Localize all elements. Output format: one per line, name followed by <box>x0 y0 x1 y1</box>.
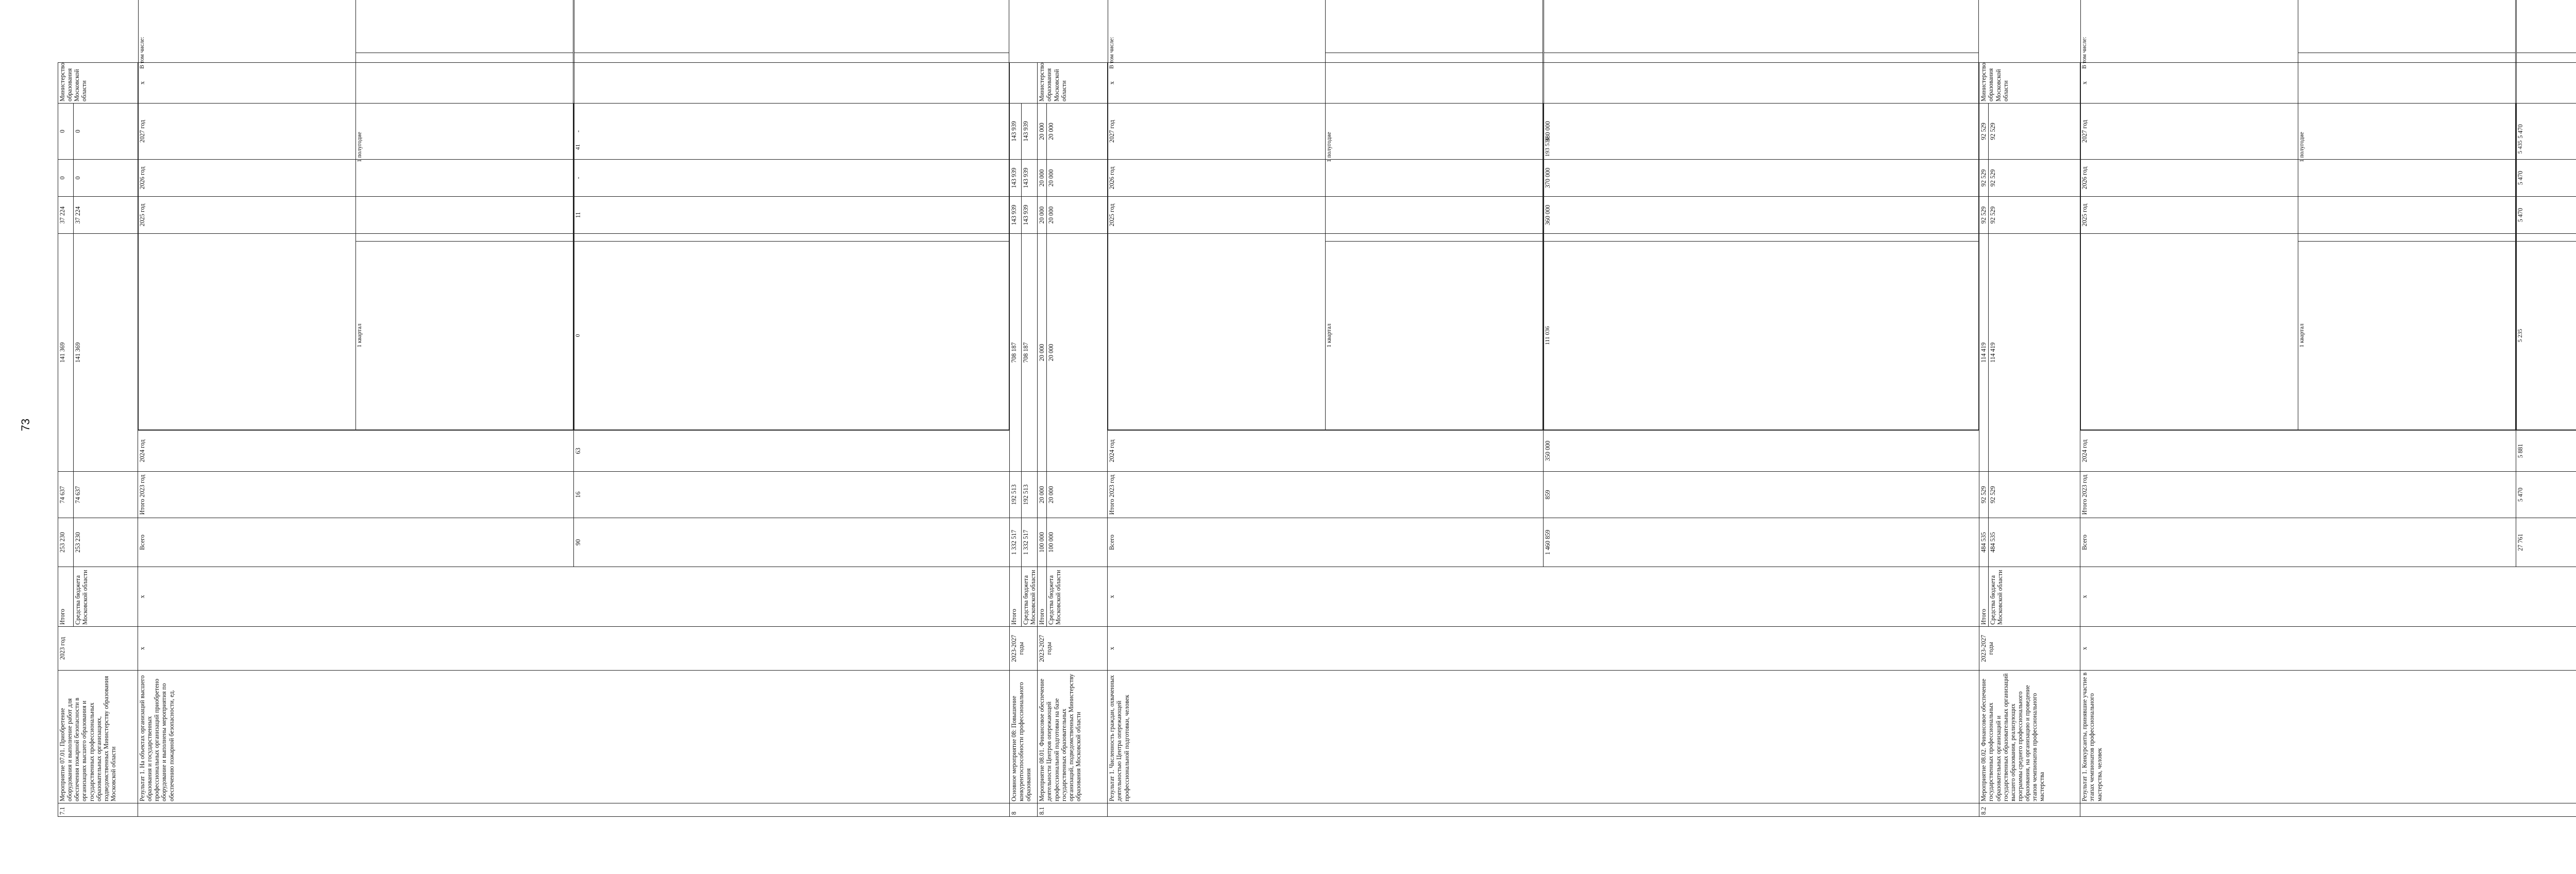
result-7-1-header <box>138 63 574 817</box>
row-7-1-total <box>58 63 74 817</box>
period-x: x <box>138 627 1010 671</box>
val-2027: 5 470 <box>2516 103 2576 159</box>
q1-label: 1 квартал <box>356 242 573 430</box>
budget-2026: 92 529 <box>1989 159 2080 196</box>
val-vsego: 27 761 <box>2516 518 2576 567</box>
total-2024: 708 187 <box>1010 233 1022 471</box>
period: 2023-2027 годы <box>1979 627 2080 671</box>
budget-2027: 20 000 <box>1047 103 1108 159</box>
budget-2025: 92 529 <box>1989 196 2080 233</box>
val-2024: 5 881 <box>2516 431 2576 472</box>
row-number: 8.2 <box>1979 803 2080 817</box>
result-name: Результат 1. Конкурсанты, принявшие участие в этапах чемпионатов профессионального мастерства, человек <box>2080 671 2576 803</box>
budget-2024: 114 419 <box>1989 233 2080 471</box>
total-2025: 92 529 <box>1979 196 1989 233</box>
total-2027: 143 939 <box>1010 103 1022 159</box>
total-2027: 0 <box>58 103 74 159</box>
row-8-total <box>1010 63 1022 817</box>
total-2023: 74 637 <box>58 472 74 518</box>
empty-cell <box>138 803 1010 817</box>
budget-2023: 92 529 <box>1989 472 2080 518</box>
total-2023: 192 513 <box>1010 472 1022 518</box>
budget-2026: 143 939 <box>1022 159 1038 196</box>
source-x: x <box>1108 567 1979 627</box>
total-2024: 114 419 <box>1979 233 1989 471</box>
activity-name: Мероприятие 07.01. Приобретение оборудования и выполнение работ для обеспечения пожарной безопасности в организациях высшего образования и государственных профессиональных образовательных организациях, подведомственных Министерству образования Московской области <box>58 671 138 803</box>
val-2025: 11 <box>574 196 1010 233</box>
header-2026: 2026 год <box>1108 159 1544 196</box>
source-total-label: Итого <box>58 567 74 627</box>
budget-2023: 20 000 <box>1047 472 1108 518</box>
total-2025: 143 939 <box>1010 196 1022 233</box>
executor-empty <box>1010 63 1038 104</box>
page-number: 73 <box>19 418 32 432</box>
val-h1: 41 <box>574 53 1009 242</box>
budget-2027: 0 <box>74 103 138 159</box>
h1-label: 1 полугодие <box>1326 53 1543 242</box>
header-2024: 2024 год <box>1108 431 1544 472</box>
source-budget-label: Средства бюджета Московской области <box>1989 567 2080 627</box>
header-2026: 2026 год <box>2080 159 2516 196</box>
m9-label <box>1326 0 1543 53</box>
val-q1: 111 036 <box>1544 242 1979 430</box>
total-vsego: 484 535 <box>1979 518 1989 567</box>
total-2027: 20 000 <box>1038 103 1047 159</box>
result-name: Результат 1. На объектах организаций высшего образования и государственных профессиональных организаций приобретено оборудование и выполнены мероприятия по обеспечению пожарной безопасности, ед. <box>138 671 1010 803</box>
period-x: x <box>1108 627 1979 671</box>
executor: Министерство образования Московской области <box>1979 63 2080 104</box>
header-itogo-2023: Итого 2023 год <box>2080 472 2516 518</box>
header-2025: 2025 год <box>2080 196 2516 233</box>
header-2027: 2027 год <box>138 103 574 159</box>
budget-2025: 20 000 <box>1047 196 1108 233</box>
total-vsego: 100 000 <box>1038 518 1047 567</box>
source-budget-label: Средства бюджета Московской области <box>1022 567 1038 627</box>
total-2027: 92 529 <box>1979 103 1989 159</box>
val-m9 <box>574 0 1009 53</box>
result-8-1-header <box>1108 63 1544 817</box>
val-2023: 16 <box>574 472 1010 518</box>
val-q1: 0 <box>574 242 1009 430</box>
row-number: 8.1 <box>1038 803 1108 817</box>
val-2024: 350 000 <box>1544 431 1979 472</box>
budget-2024: 141 369 <box>74 233 138 471</box>
source-total-label: Итого <box>1979 567 1989 627</box>
header-2025: 2025 год <box>1108 196 1544 233</box>
row-number: 7.1 <box>58 803 138 817</box>
val-2026: 370 000 <box>1544 159 1979 196</box>
header-itogo-2023: Итого 2023 год <box>1108 472 1544 518</box>
in-that-label: В том числе: <box>2081 0 2298 430</box>
budget-vsego: 100 000 <box>1047 518 1108 567</box>
total-2026: 92 529 <box>1979 159 1989 196</box>
budget-vsego: 253 230 <box>74 518 138 567</box>
budget-2025: 143 939 <box>1022 196 1038 233</box>
header-2027: 2027 год <box>2080 103 2516 159</box>
in-that-label: В том числе: <box>1108 0 1326 430</box>
header-vsego: Всего <box>138 518 574 567</box>
executor: Министерство образования Московской области <box>1038 63 1108 104</box>
val-h1: 193 536 <box>1544 53 1979 242</box>
rotated-table-container <box>58 37 2524 817</box>
in-that-label: В том числе: <box>139 0 356 430</box>
m9-label <box>356 0 573 53</box>
row-8-1-total <box>1038 63 1047 817</box>
val-2027: 380 000 <box>1544 103 1979 159</box>
empty-cell <box>2080 803 2576 817</box>
header-2026: 2026 год <box>138 159 574 196</box>
header-vsego: Всего <box>2080 518 2516 567</box>
val-2025: 5 470 <box>2516 196 2576 233</box>
total-2023: 92 529 <box>1979 472 1989 518</box>
val-2026: - <box>574 159 1010 196</box>
q1-label: 1 квартал <box>1326 242 1543 430</box>
total-vsego: 1 332 517 <box>1010 518 1022 567</box>
total-2024: 20 000 <box>1038 233 1047 471</box>
budget-2023: 192 513 <box>1022 472 1038 518</box>
executor-x: x <box>2080 63 2576 104</box>
period-x: x <box>2080 627 2576 671</box>
header-itogo-2023: Итого 2023 год <box>138 472 574 518</box>
total-2026: 20 000 <box>1038 159 1047 196</box>
result-8-2-header <box>2080 63 2516 817</box>
val-h1: 5 435 <box>2517 53 2576 242</box>
val-vsego: 90 <box>574 518 1010 567</box>
source-x: x <box>138 567 1010 627</box>
val-m9 <box>1544 0 1979 53</box>
budget-2027: 92 529 <box>1989 103 2080 159</box>
header-vsego: Всего <box>1108 518 1544 567</box>
header-2027: 2027 год <box>1108 103 1544 159</box>
h1-label: 1 полугодие <box>356 53 573 242</box>
row-number: 8 <box>1010 803 1038 817</box>
budget-2026: 0 <box>74 159 138 196</box>
executor-x: x <box>1108 63 1979 104</box>
total-2023: 20 000 <box>1038 472 1047 518</box>
budget-2024: 708 187 <box>1022 233 1038 471</box>
source-total-label: Итого <box>1038 567 1047 627</box>
source-budget-label: Средства бюджета Московской области <box>74 567 138 627</box>
budget-2025: 37 224 <box>74 196 138 233</box>
budget-2027: 143 939 <box>1022 103 1038 159</box>
header-2025: 2025 год <box>138 196 574 233</box>
budget-2024: 20 000 <box>1047 233 1108 471</box>
activity-name: Основное мероприятие 08: Повышение конкурентоспособности профессионального образования <box>1010 671 1038 803</box>
activity-name: Мероприятие 08.01. Финансовое обеспечение деятельности Центров опережающей профессиональной подготовки на базе государственных образовательных организаций, подведомственных Министерству образования Московской области <box>1038 671 1108 803</box>
budget-vsego: 484 535 <box>1989 518 2080 567</box>
val-2027: - <box>574 103 1010 159</box>
val-2026: 5 470 <box>2516 159 2576 196</box>
val-2025: 360 000 <box>1544 196 1979 233</box>
h1-label: 1 полугодие <box>2298 53 2516 242</box>
total-2026: 0 <box>58 159 74 196</box>
val-q1: 5 235 <box>2517 242 2576 430</box>
val-2023: 859 <box>1544 472 1979 518</box>
activity-name: Мероприятие 08.02. Финансовое обеспечение государственных профессиональных образовательных организаций и государственных образовательных организаций высшего образования, реализующих программы среднего профессионального образования, на организацию и проведение этапов чемпионатов профессионального мастерства <box>1979 671 2080 803</box>
budget-2026: 20 000 <box>1047 159 1108 196</box>
val-m9 <box>2517 0 2576 53</box>
header-2024: 2024 год <box>138 431 574 472</box>
header-2024: 2024 год <box>2080 431 2516 472</box>
budget-vsego: 1 332 517 <box>1022 518 1038 567</box>
total-2025: 37 224 <box>58 196 74 233</box>
result-name: Результат 1. Численность граждан, охваченных деятельностью Центра опережающей профессиональной подготовки, человек <box>1108 671 1979 803</box>
source-x: x <box>2080 567 2576 627</box>
period: 2023-2027 годы <box>1010 627 1038 671</box>
val-2023: 5 470 <box>2516 472 2576 518</box>
period: 2023 год <box>58 627 138 671</box>
total-2025: 20 000 <box>1038 196 1047 233</box>
val-2024: 63 <box>574 431 1010 472</box>
val-vsego: 1 460 859 <box>1544 518 1979 567</box>
total-vsego: 253 230 <box>58 518 74 567</box>
row-8-2-total <box>1979 63 1989 817</box>
total-2026: 143 939 <box>1010 159 1022 196</box>
executor-x: x <box>138 63 1010 104</box>
m9-label <box>2298 0 2516 53</box>
empty-cell <box>1108 803 1979 817</box>
total-2024: 141 369 <box>58 233 74 471</box>
q1-label: 1 квартал <box>2298 242 2516 430</box>
period: 2023-2027 годы <box>1038 627 1108 671</box>
budget-2023: 74 637 <box>74 472 138 518</box>
executor: Министерство образования Московской области <box>58 63 138 104</box>
program-activities-table <box>58 37 2576 817</box>
source-total-label: Итого <box>1010 567 1022 627</box>
source-budget-label: Средства бюджета Московской области <box>1047 567 1108 627</box>
